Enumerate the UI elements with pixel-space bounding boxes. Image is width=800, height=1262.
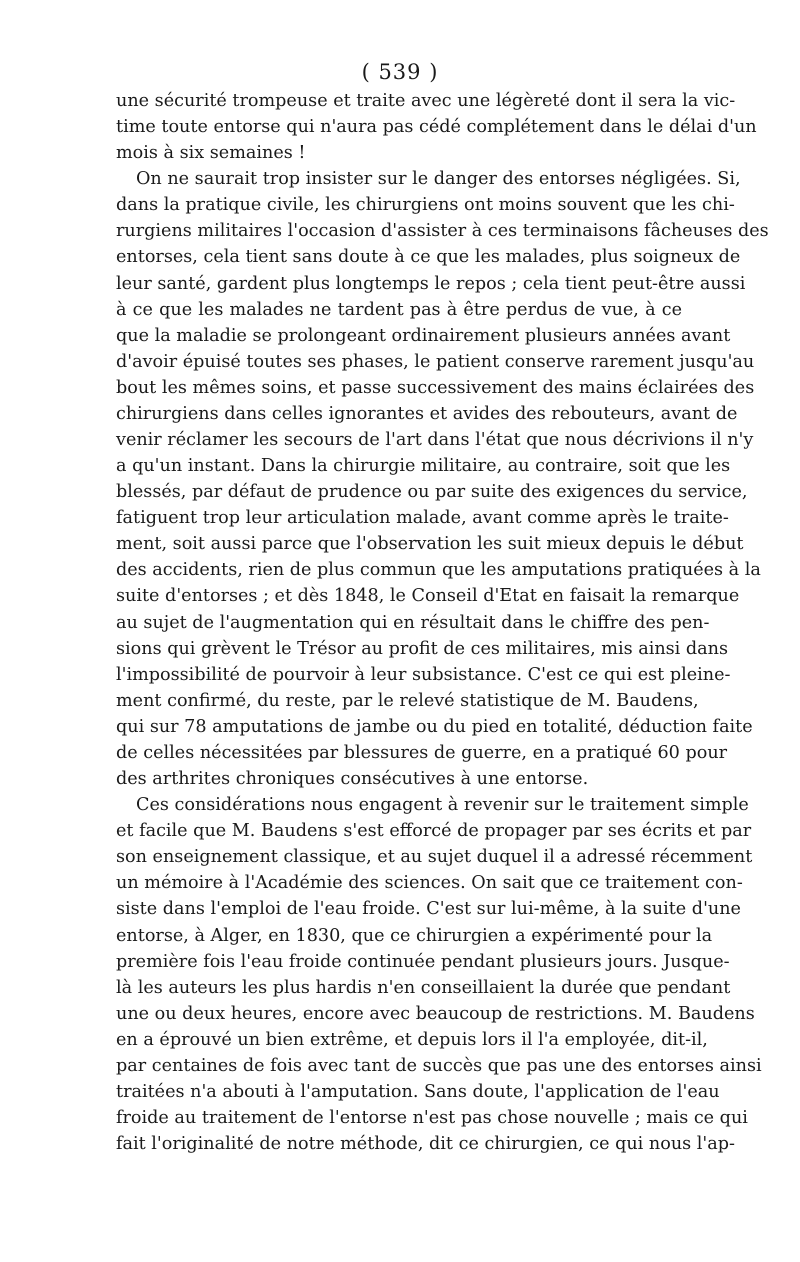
text-line: traitées n'a abouti à l'amputation. Sans doute, l'application de l'eau: [116, 1081, 720, 1102]
text-line: venir réclamer les secours de l'art dans l'état que nous décrivions il n'y: [116, 430, 754, 451]
text-line: entorses, cela tient sans doute à ce que les malades, plus soigneux de: [116, 247, 741, 268]
text-line: froide au traitement de l'entorse n'est pas chose nouvelle ; mais ce qui: [116, 1108, 748, 1129]
text-line: suite d'entorses ; et dès 1848, le Conseil d'Etat en faisait la remarque: [116, 586, 740, 607]
text-line: bout les mêmes soins, et passe successivement des mains éclairées des: [116, 377, 755, 398]
text-line: première fois l'eau froide continuée pendant plusieurs jours. Jusque-: [116, 951, 730, 972]
text-line: à ce que les malades ne tardent pas à être perdus de vue, à ce: [116, 299, 682, 320]
text-line: une ou deux heures, encore avec beaucoup de restrictions. M. Baudens: [116, 1003, 755, 1024]
text-line: ment, soit aussi parce que l'observation les suit mieux depuis le début: [116, 534, 744, 555]
text-line: d'avoir épuisé toutes ses phases, le patient conserve rarement jusqu'au: [116, 351, 755, 372]
paragraph: [116, 88, 757, 166]
text-line: leur santé, gardent plus longtemps le repos ; cela tient peut-être aussi: [116, 273, 746, 294]
text-line: des arthrites chroniques consécutives à une entorse.: [116, 769, 589, 790]
text-line: fait l'originalité de notre méthode, dit ce chirurgien, ce qui nous l'ap-: [116, 1134, 735, 1155]
paragraph: [116, 166, 769, 792]
text-line: Ces considérations nous engagent à revenir sur le traitement simple: [136, 795, 749, 816]
text-line: et facile que M. Baudens s'est efforcé de propager par ses écrits et par: [116, 821, 752, 842]
text-line: time toute entorse qui n'aura pas cédé complétement dans le délai d'un: [116, 117, 757, 138]
text-line: par centaines de fois avec tant de succès que pas une des entorses ainsi: [116, 1055, 762, 1076]
text-line: en a éprouvé un bien extrême, et depuis lors il l'a employée, dit-il,: [116, 1029, 708, 1050]
text-line: que la maladie se prolongeant ordinairement plusieurs années avant: [116, 325, 731, 346]
text-line: sions qui grèvent le Trésor au profit de ces militaires, mis ainsi dans: [116, 638, 729, 659]
text-line: siste dans l'emploi de l'eau froide. C'est sur lui-même, à la suite d'une: [116, 899, 741, 920]
text-line: un mémoire à l'Académie des sciences. On sait que ce traitement con-: [116, 873, 743, 894]
text-line: entorse, à Alger, en 1830, que ce chirurgien a expérimenté pour la: [116, 925, 713, 946]
text-line: On ne saurait trop insister sur le danger des entorses négligées. Si,: [136, 169, 741, 190]
text-line: l'impossibilité de pourvoir à leur subsistance. C'est ce qui est pleine-: [116, 664, 731, 685]
text-line: qui sur 78 amputations de jambe ou du pied en totalité, déduction faite: [116, 716, 753, 737]
text-line: rurgiens militaires l'occasion d'assister à ces terminaisons fâcheuses des: [116, 221, 769, 242]
paragraph: [116, 792, 762, 1157]
text-line: de celles nécessitées par blessures de guerre, en a pratiqué 60 pour: [116, 742, 728, 763]
text-line: a qu'un instant. Dans la chirurgie militaire, au contraire, soit que les: [116, 456, 731, 477]
text-line: des accidents, rien de plus commun que les amputations pratiquées à la: [116, 560, 761, 581]
body-text: [116, 88, 769, 1157]
text-line: fatiguent trop leur articulation malade, avant comme après le traite-: [116, 508, 729, 529]
text-line: une sécurité trompeuse et traite avec une légèreté dont il sera la vic-: [116, 91, 736, 111]
page-number: ( 539 ): [361, 60, 439, 84]
text-line: au sujet de l'augmentation qui en résultait dans le chiffre des pen-: [116, 612, 710, 633]
text-line: son enseignement classique, et au sujet duquel il a adressé récemment: [116, 847, 753, 868]
text-line: dans la pratique civile, les chirurgiens ont moins souvent que les chi-: [116, 195, 735, 216]
text-line: là les auteurs les plus hardis n'en conseillaient la durée que pendant: [116, 977, 731, 998]
text-line: chirurgiens dans celles ignorantes et avides des rebouteurs, avant de: [116, 403, 738, 424]
text-line: mois à six semaines !: [116, 143, 306, 164]
text-line: ment confirmé, du reste, par le relevé statistique de M. Baudens,: [116, 690, 699, 711]
text-line: blessés, par défaut de prudence ou par suite des exigences du service,: [116, 482, 748, 503]
